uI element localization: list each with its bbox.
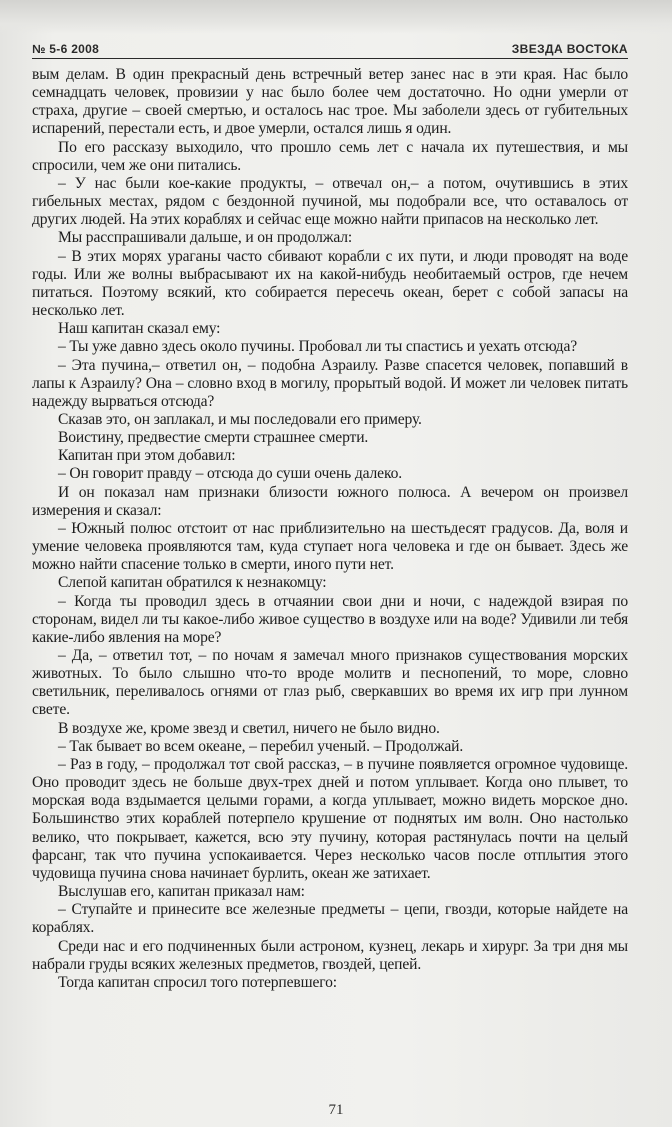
issue-number: № 5-6 2008 — [32, 42, 100, 56]
paragraph: – Да, – ответил тот, – по ночам я замечал много признаков существования морских животных. То было слышно что-то вроде молитв и песнопений, то море, словно светильник, переливалось огнями от глаз рыб, сверкавших во время их игр при лунном свете. — [32, 647, 628, 719]
page-number: 71 — [328, 1102, 344, 1118]
paragraph: Воистину, предвестие смерти страшнее смерти. — [58, 429, 369, 447]
paragraph: И он показал нам признаки близости южного полюса. А вечером он произвел измерения и сказал: — [32, 483, 628, 519]
paragraph: – Ступайте и принесите все железные предметы – цепи, гвозди, которые найдете на кораблях. — [32, 901, 628, 937]
paragraph: Слепой капитан обратился к незнакомцу: — [58, 574, 327, 592]
paragraph: вым делам. В один прекрасный день встречный ветер занес нас в эти края. Нас было семнадцать человек, провизии у нас было более чем достаточно. Но одни умерли от страха, другие – своей смертью, и осталось нас трое. Мы заболели здесь от губительных испарений, перестали есть, и двое умерли, остался лишь я один. — [32, 66, 628, 138]
paragraph: Капитан при этом добавил: — [58, 447, 236, 465]
paragraph: – У нас были кое-какие продукты, – отвечал он,– а потом, очутившись в этих гибельных местах, рядом с бездонной пучиной, мы подобрали все, что оставалось от других людей. На этих кораблях и сейчас еще можно найти припасов на несколько лет. — [32, 174, 628, 229]
paragraph: Мы расспрашивали дальше, и он продолжал: — [58, 229, 353, 247]
paragraph: Наш капитан сказал ему: — [58, 320, 221, 338]
paragraph: – Раз в году, – продолжал тот свой рассказ, – в пучине появляется огромное чудовище. Оно проводит здесь не больше двух-трех дней и потом уплывает. Когда оно плывет, то морская вода вздымается целыми горами, а когда уплывает, можно видеть морское дно. Большинство этих кораблей потерпело крушение от поднятых им волн. Оно настолько велико, что покрывает, кажется, всю эту пучину, которая растянулась почти на целый фарсанг, так что пучина успокаивается. Через несколько часов после отплытия этого чудовища пучина снова начинает бурлить, океан же затихает. — [32, 755, 628, 882]
paragraph: Тогда капитан спросил того потерпевшего: — [58, 973, 337, 991]
scan-shadow — [0, 0, 672, 34]
paragraph: Выслушав его, капитан приказал нам: — [58, 883, 305, 901]
paragraph: – Так бывает во всем океане, – перебил ученый. – Продолжай. — [58, 737, 464, 755]
paragraph: В воздухе же, кроме звезд и светил, ничего не было видно. — [58, 719, 440, 737]
paragraph: – Эта пучина,– ответил он, – подобна Азраилу. Разве спасется человек, попавший в лапы к Азраилу? Она – словно вход в могилу, прорытый водой. И может ли человек питать надежду вырваться отсюда? — [32, 356, 628, 410]
paragraph: – Южный полюс отстоит от нас приблизительно на шестьдесят градусов. Да, воля и умение человека проявляются там, куда ступает нога человека и где он бывает. Здесь же можно найти спасение только в смерти, иного пути нет. — [32, 519, 628, 574]
paragraph: По его рассказу выходило, что прошло семь лет с начала их путешествия, и мы спросили, чем же они питались. — [32, 138, 628, 174]
article-body — [32, 66, 628, 992]
paragraph: – В этих морях ураганы часто сбивают корабли с их пути, и люди проводят на воде годы. Или же волны выбрасывают их на какой-нибудь необитаемый остров, где нечем питаться. Поэтому всякий, кто собирается пересечь океан, берет с собой запасы на несколько лет. — [32, 247, 628, 320]
paragraph: Сказав это, он заплакал, и мы последовали его примеру. — [58, 410, 422, 428]
paragraph: Среди нас и его подчиненных были астроном, кузнец, лекарь и хирург. За три дня мы набрали груды всяких железных предметов, гвоздей, цепей. — [32, 937, 628, 973]
paragraph: – Он говорит правду – отсюда до суши очень далеко. — [58, 465, 402, 483]
paragraph: – Когда ты проводил здесь в отчаянии свои дни и ночи, с надеждой взирая по сторонам, видел ли ты какое-либо живое существо в воздухе или на воде? Удивили ли тебя какие-либо явления на море? — [32, 592, 628, 646]
paragraph: – Ты уже давно здесь около пучины. Пробовал ли ты спастись и уехать отсюда? — [58, 338, 577, 356]
running-header — [32, 40, 628, 59]
magazine-title: ЗВЕЗДА ВОСТОКА — [511, 42, 628, 56]
